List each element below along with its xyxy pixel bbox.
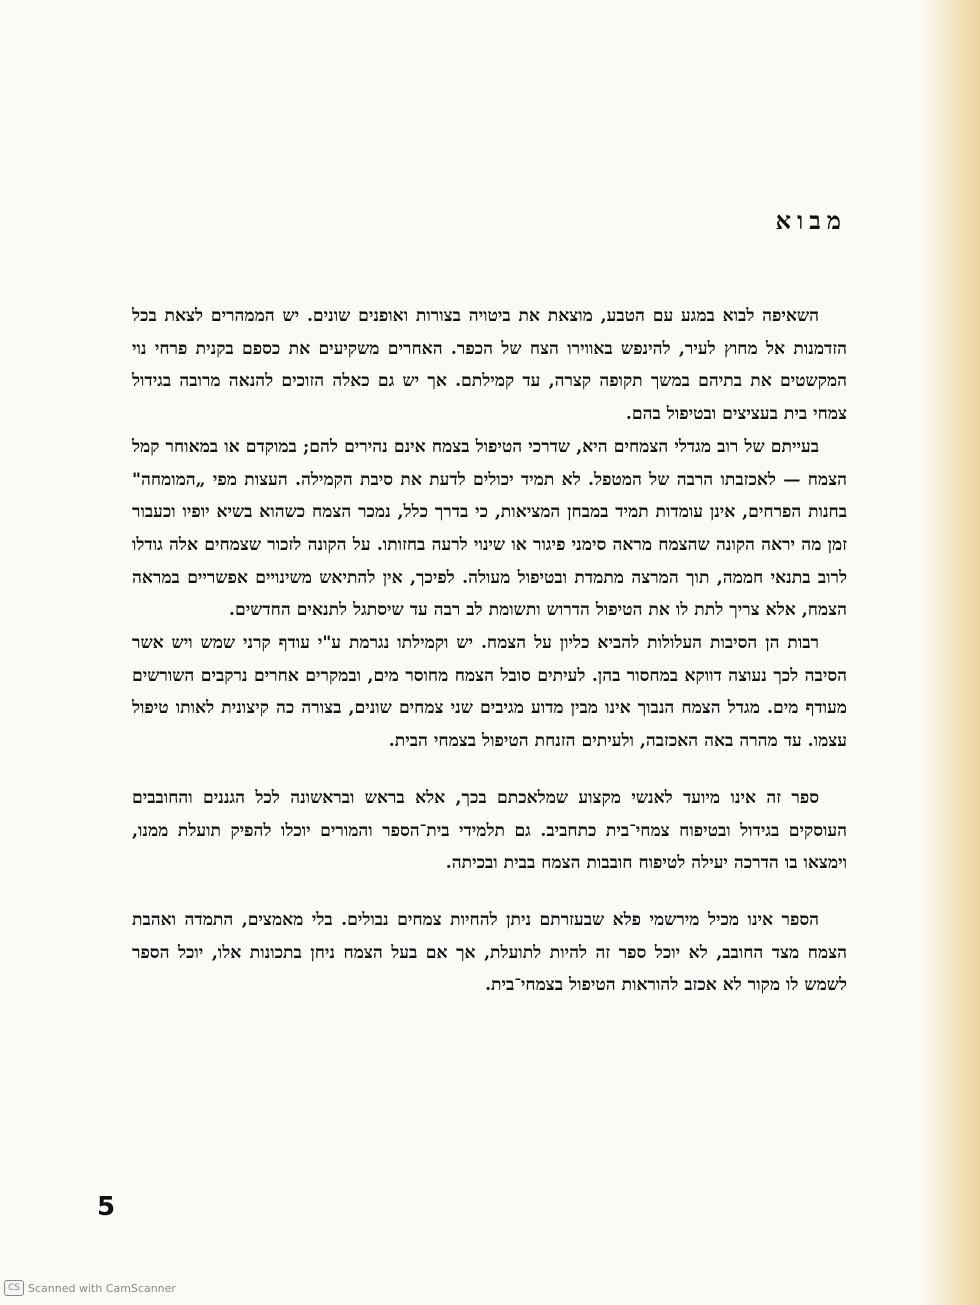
chapter-heading: מבוא bbox=[775, 206, 847, 235]
paragraph-2: בעייתם של רוב מגדלי הצמחים היא, שדרכי הטיפול בצמח אינם נהירים להם; במוקדם או במאוחר קמל הצמח — לאכזבתו הרבה של המטפל. לא תמיד יכולים לדעת את סיבת הקמילה. העצות מפי „המומחה" בחנות הפרחים, אינן עומדות תמיד במבחן המציאות, כי בדרך כלל, נמכר הצמח כשהוא בשיא יופיו וכעבור זמן מה יראה הקונה שהצמח מראה סימני פיגור או שינוי לרעה בחזותו. על הקונה לזכור שצמחים אלה גודלו לרוב בתנאי חממה, תוך המרצה מתמדת ובטיפול מעולה. לפיכך, אין להתיאש משינויים אפשריים במראה הצמח, אלא צריך לתת לו את הטיפול הדרוש ותשומת לב רבה עד שיסתגל לתנאים החדשים. bbox=[132, 436, 847, 621]
paragraph-4: ספר זה אינו מיועד לאנשי מקצוע שמלאכתם בכך, אלא בראש ובראשונה לכל הגננים והחובבים העוסקים בגידול ובטיפוח צמחי־בית כתחביב. גם תלמידי בית־הספר והמורים יוכלו להפיק תועלת ממנו, וימצאו בו הדרכה יעילה לטיפוח חובבות הצמח בבית ובכיתה. bbox=[132, 787, 847, 874]
paragraph-1: השאיפה לבוא במגע עם הטבע, מוצאת את ביטויה בצורות ואופנים שונים. יש הממהרים לצאת בכל הזדמנות אל מחוץ לעיר, להינפש באווירו הצח של הכפר. האחרים משקיעים את כספם בקנית פרחי נוי המקשטים את בתיהם במשך תקופה קצרה, עד קמילתם. אך יש גם כאלה הזוכים להנאה מרובה בגידול צמחי בית בעציצים ובטיפול בהם. bbox=[132, 306, 847, 425]
scanner-watermark bbox=[4, 1280, 176, 1296]
body-text bbox=[132, 300, 847, 1002]
camscanner-logo-icon: CS bbox=[4, 1280, 24, 1296]
paragraph-5: הספר אינו מכיל מירשמי פלא שבעזרתם ניתן להחיות צמחים נבולים. בלי מאמצים, התמדה ואהבת הצמח מצד החובב, לא יוכל ספר זה להיות לתועלת, אך אם בעל הצמח ניחן בתכונות אלו, יוכל הספר לשמש לו מקור לא אכזב להוראות הטיפול בצמחי־בית. bbox=[132, 909, 847, 996]
page-number: 5 bbox=[97, 1192, 116, 1222]
watermark-text: Scanned with CamScanner bbox=[28, 1281, 176, 1295]
paragraph-3: רבות הן הסיבות העלולות להביא כליון על הצמח. יש וקמילתו נגרמת ע"י עודף קרני שמש ויש אשר הסיבה לכך נעוצה דווקא במחסור בהן. לעיתים סובל הצמח מחוסר מים, ובמקרים אחרים נרקבים השורשים מעודף מים. מגדל הצמח הנבוך אינו מבין מדוע מגיבים שני צמחים שונים, בצורה כה קיצונית לאותו טיפול עצמו. עד מהרה באה האכזבה, ולעיתים הזנחת הטיפול בצמחי הבית. bbox=[132, 633, 847, 752]
